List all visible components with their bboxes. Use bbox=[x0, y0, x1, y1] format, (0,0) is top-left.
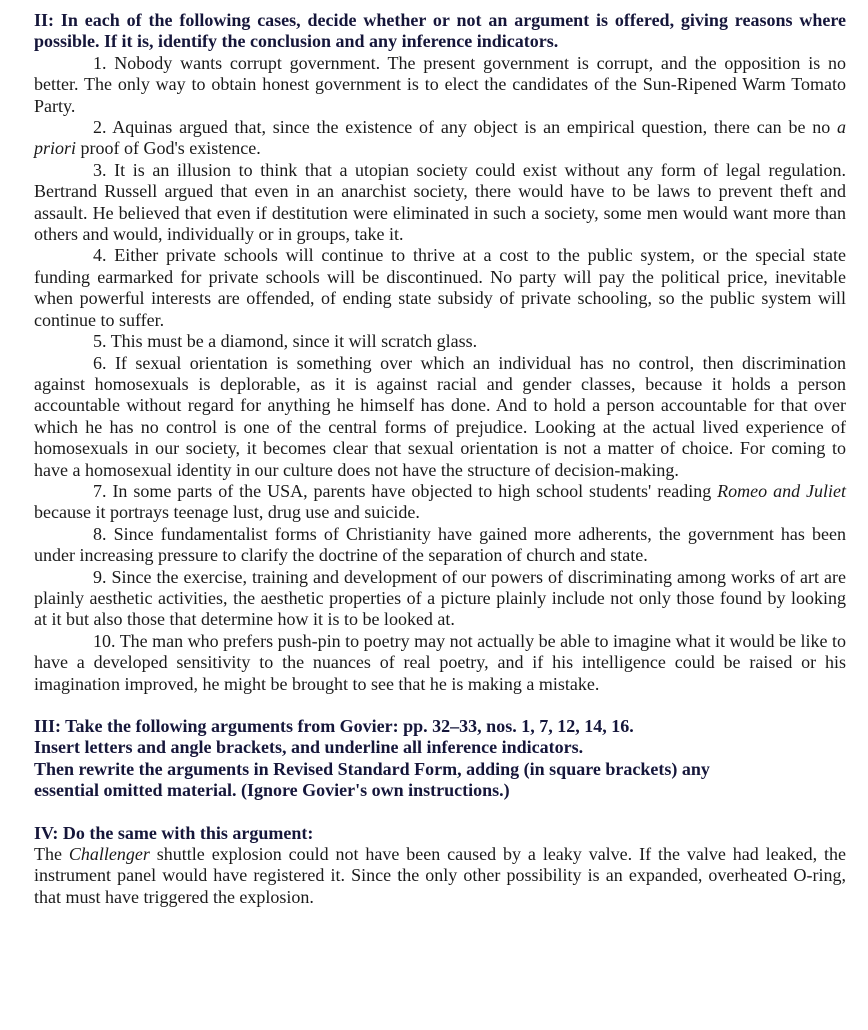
question-number: 10. bbox=[93, 630, 116, 651]
question-1 bbox=[34, 53, 846, 117]
question-2 bbox=[34, 117, 846, 160]
question-10 bbox=[34, 631, 846, 695]
section-3-line-4: essential omitted material. (Ignore Govier's own instructions.) bbox=[34, 780, 510, 801]
question-text: Nobody wants corrupt government. The present government is corrupt, and the opposition is no better. The only way to obtain honest government is to elect the candidates of the Sun-Ripened Warm Tomato Party. bbox=[34, 52, 847, 116]
section-3-line-3: Then rewrite the arguments in Revised Standard Form, adding (in square brackets) any bbox=[34, 758, 710, 779]
question-6 bbox=[34, 353, 846, 481]
question-5 bbox=[34, 331, 846, 352]
question-4 bbox=[34, 245, 846, 331]
section-3-line-1: III: Take the following arguments from Govier: pp. 32–33, nos. 1, 7, 12, 14, 16. bbox=[34, 716, 634, 736]
question-text: The man who prefers push-pin to poetry may not actually be able to imagine what it would be like to have a developed sensitivity to the nuances of real poetry, and if his intelligence could be raised or his imagination improved, he might be brought to see that he is making a mistake. bbox=[34, 630, 846, 694]
argument-text: The bbox=[34, 844, 69, 865]
section-4-argument bbox=[34, 844, 846, 908]
question-number: 7. bbox=[93, 480, 107, 501]
question-text-italic: a priori bbox=[34, 117, 846, 159]
question-3 bbox=[34, 160, 846, 246]
question-number: 2. bbox=[93, 117, 107, 138]
question-text-italic: Romeo and Juliet bbox=[717, 480, 846, 501]
question-text: because it portrays teenage lust, drug use and suicide. bbox=[34, 502, 420, 523]
question-number: 9. bbox=[93, 566, 107, 587]
question-number: 6. bbox=[93, 352, 107, 373]
section-4-heading: IV: Do the same with this argument: bbox=[34, 822, 314, 843]
question-text: It is an illusion to think that a utopian society could exist without any form of legal regulation. Bertrand Russell argued that even in an anarchist society, there would have to be laws to prevent theft and assault. He believed that even if destitution were eliminated in such a society, some men would want more than others and would, individually or in groups, take it. bbox=[34, 159, 846, 245]
question-9 bbox=[34, 567, 846, 631]
worksheet-page bbox=[34, 0, 846, 908]
question-text: Since the exercise, training and development of our powers of discriminating among works of art are plainly aesthetic activities, the aesthetic properties of a picture plainly include not only those found by looking at it but also those that determine how it is to be looked at. bbox=[34, 566, 846, 630]
question-text: In some parts of the USA, parents have objected to high school students' reading bbox=[112, 480, 718, 501]
question-number: 1. bbox=[93, 52, 107, 73]
question-7 bbox=[34, 481, 846, 524]
question-text: Either private schools will continue to thrive at a cost to the public system, or the special state funding earmarked for private schools will be discontinued. No party will pay the political price, inevitable when powerful interests are offended, of ending state subsidy of private schooling, so the public system will continue to suffer. bbox=[34, 245, 847, 330]
argument-text: shuttle explosion could not have been caused by a leaky valve. If the valve had leaked, the instrument panel would have registered it. Since the only other possibility is an expanded, overheated O-ring, that must have triggered the explosion. bbox=[34, 844, 846, 907]
question-text: Aquinas argued that, since the existence of any object is an empirical question, there can be no bbox=[112, 117, 837, 138]
question-number: 3. bbox=[93, 159, 107, 180]
section-2-heading: II: In each of the following cases, decide whether or not an argument is offered, giving reasons where possible. If it is, identify the conclusion and any inference indicators. bbox=[34, 10, 846, 52]
question-text: proof of God's existence. bbox=[76, 138, 261, 159]
question-number: 5. bbox=[93, 331, 107, 352]
question-8 bbox=[34, 524, 846, 567]
section-3-line-2: Insert letters and angle brackets, and underline all inference indicators. bbox=[34, 737, 584, 758]
question-number: 8. bbox=[93, 523, 107, 544]
question-number: 4. bbox=[93, 245, 107, 266]
question-text: This must be a diamond, since it will scratch glass. bbox=[110, 331, 478, 352]
argument-text-italic: Challenger bbox=[68, 844, 150, 865]
section-3-heading bbox=[34, 716, 846, 802]
question-text: If sexual orientation is something over which an individual has no control, then discrimination against homosexuals is deplorable, as it is against racial and gender classes, because it holds a person accountable without regard for anything he himself has done. And to hold a person accountable for that over which he has no control is one of the central forms of prejudice. Looking at the actual lived experience of homosexuals in our society, it becomes clear that sexual orientation is not a matter of choice. For coming to have a homosexual identity in our culture does not have the structure of decision-making. bbox=[34, 352, 846, 480]
question-text: Since fundamentalist forms of Christianity have gained more adherents, the government has been under increasing pressure to clarify the doctrine of the separation of church and state. bbox=[34, 523, 847, 566]
